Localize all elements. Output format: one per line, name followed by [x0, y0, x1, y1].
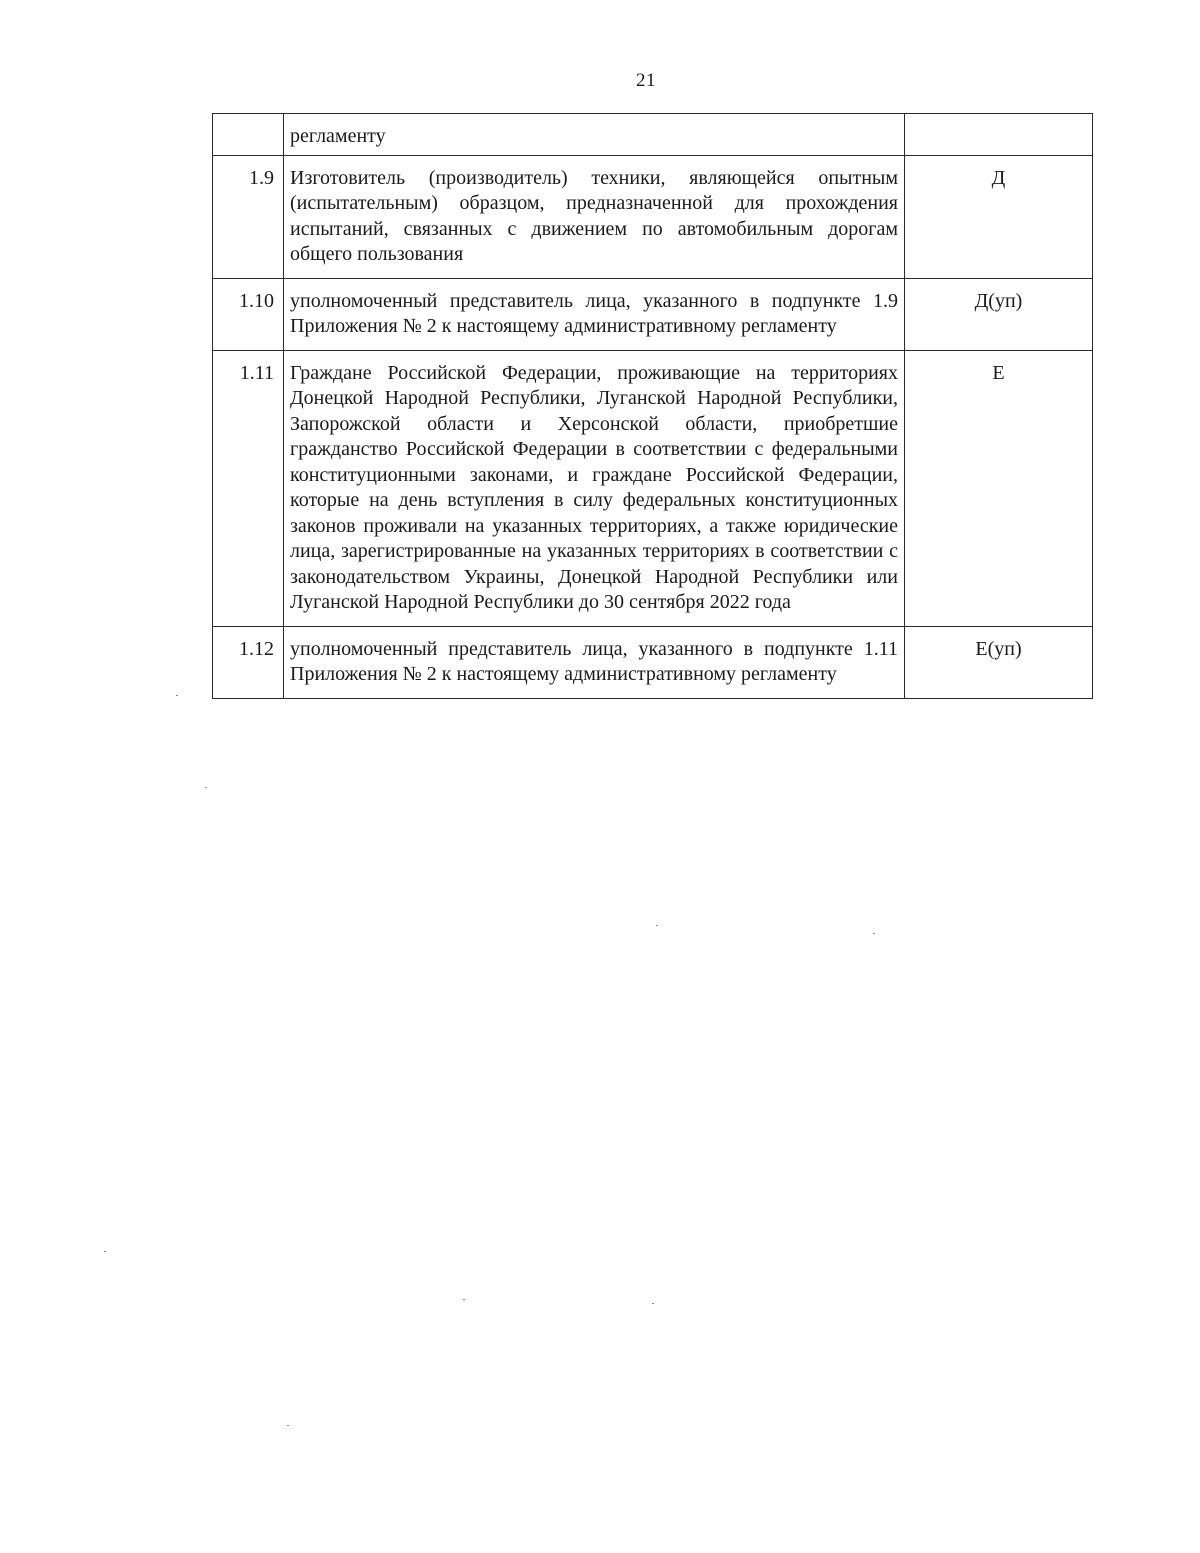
- scan-speck: [104, 1251, 106, 1252]
- row-code: Д(уп): [905, 278, 1093, 350]
- table-row: [213, 350, 1093, 626]
- row-number: 1.11: [213, 350, 284, 626]
- row-code: Е(уп): [905, 626, 1093, 698]
- row-description: Граждане Российской Федерации, проживающие на территориях Донецкой Народной Республики, Луганской Народной Республики, Запорожской области и Херсонской области, приобретшие гражданство Российской Федерации в соответствии с федеральными конституционными законами, и граждане Российской Федерации, которые на день вступления в силу федеральных конституционных законов проживали на указанных территориях, а также юридические лица, зарегистрированные на указанных территориях в соответствии с законодательством Украины, Донецкой Народной Республики или Луганской Народной Республики до 30 сентября 2022 года: [284, 350, 905, 626]
- scan-speck: [463, 1299, 465, 1300]
- row-description: Изготовитель (производитель) техники, являющейся опытным (испытательным) образцом, предназначенной для прохождения испытаний, связанных с движением по автомобильным дорогам общего пользования: [284, 155, 905, 278]
- row-description: уполномоченный представитель лица, указанного в подпункте 1.11 Приложения № 2 к настоящему административному регламенту: [284, 626, 905, 698]
- row-description: регламенту: [284, 114, 905, 156]
- row-number: 1.10: [213, 278, 284, 350]
- scan-speck: [873, 933, 875, 934]
- page-number: 21: [636, 70, 656, 91]
- row-number: 1.9: [213, 155, 284, 278]
- row-description: уполномоченный представитель лица, указанного в подпункте 1.9 Приложения № 2 к настоящему административному регламенту: [284, 278, 905, 350]
- scan-speck: [176, 695, 178, 696]
- row-code: [905, 114, 1093, 156]
- table-row: [213, 155, 1093, 278]
- scan-speck: [656, 925, 658, 926]
- row-code: Е: [905, 350, 1093, 626]
- scan-speck: [205, 787, 207, 788]
- row-number: [213, 114, 284, 156]
- scan-speck: [652, 1303, 654, 1304]
- table-row: [213, 278, 1093, 350]
- row-code: Д: [905, 155, 1093, 278]
- table-row: [213, 114, 1093, 156]
- row-number: 1.12: [213, 626, 284, 698]
- scan-speck: [287, 1425, 289, 1426]
- applicant-codes-table: [212, 113, 1093, 699]
- table-row: [213, 626, 1093, 698]
